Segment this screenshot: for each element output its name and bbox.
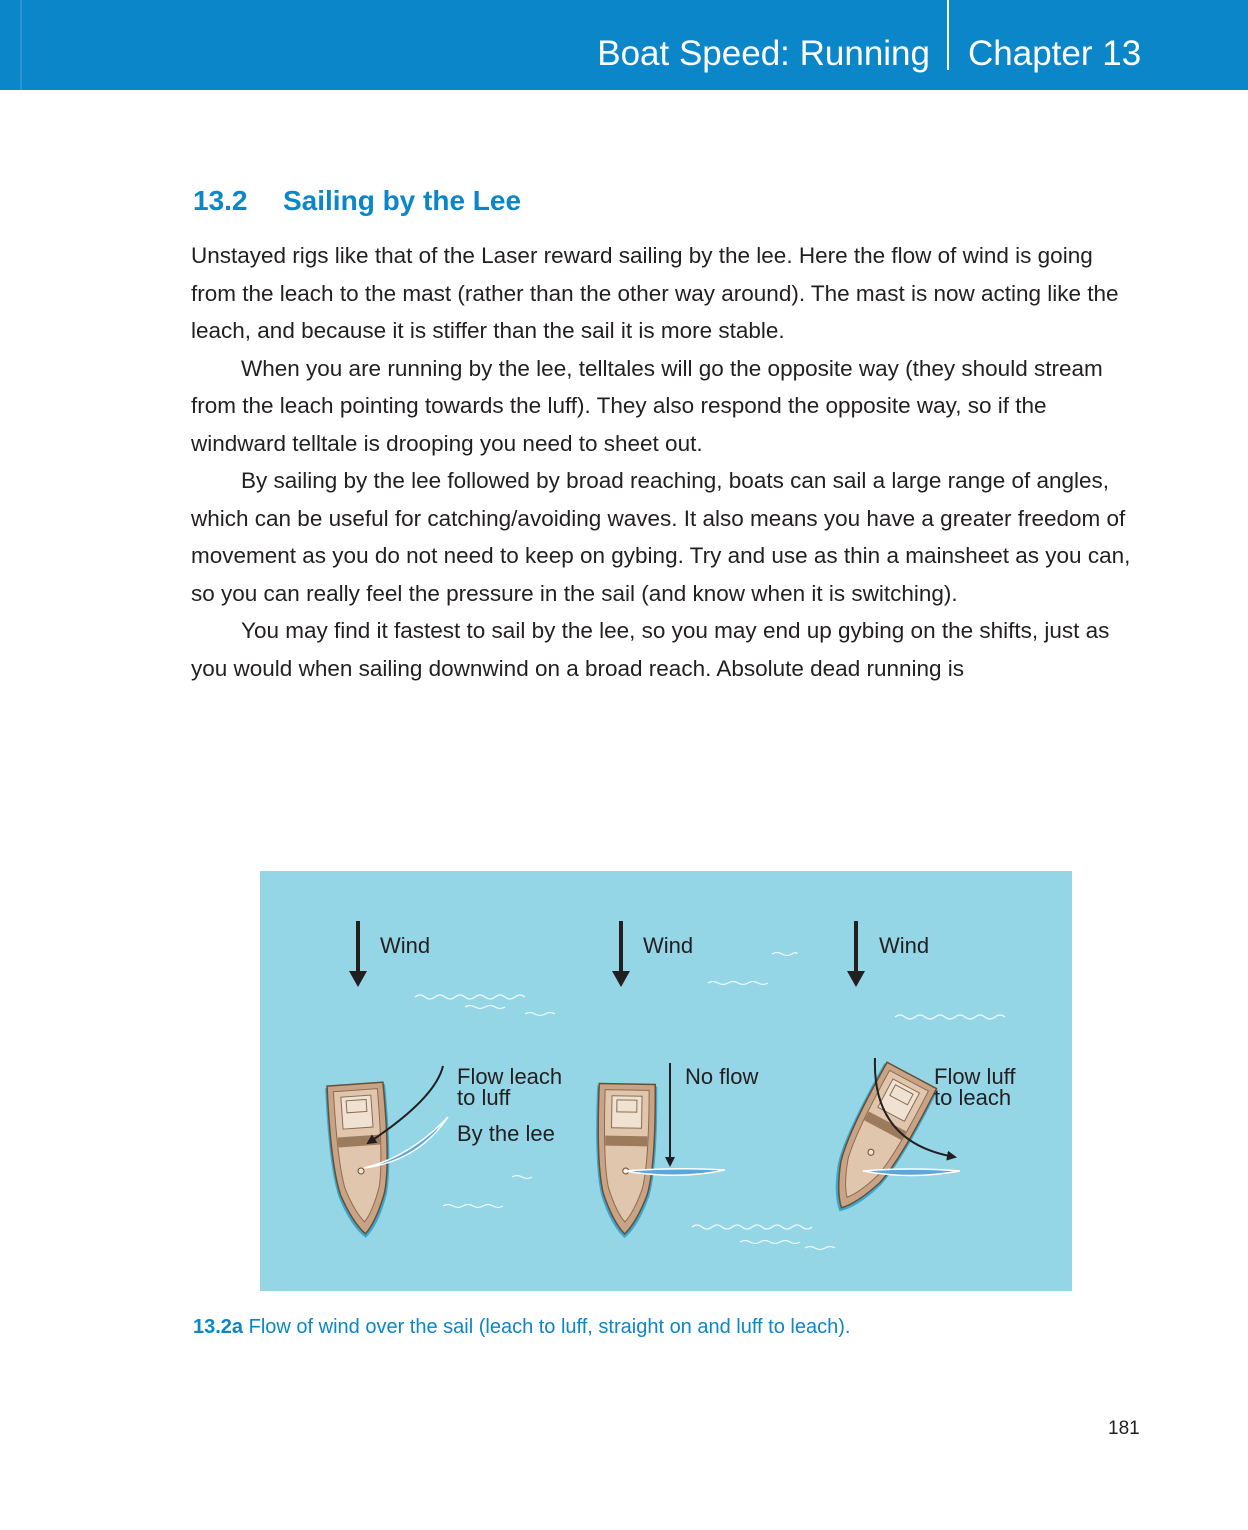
- flow-label: Flow leach: [457, 1064, 563, 1089]
- flow-label: to leach: [934, 1085, 1012, 1110]
- chapter-header-bar: [0, 0, 1248, 90]
- paragraph: You may find it fastest to sail by the lee, so you may end up gybing on the shifts, just as you would when sailing downwind on a broad reach. Absolute dead running is: [191, 618, 1110, 681]
- section-heading: [193, 185, 521, 217]
- flow-label: No flow: [685, 1064, 759, 1089]
- section-number: 13.2: [193, 185, 248, 216]
- header-chapter-label: Chapter 13: [968, 34, 1142, 73]
- header-divider: [947, 0, 949, 70]
- wind-label: Wind: [380, 933, 431, 958]
- section-title: Sailing by the Lee: [283, 185, 522, 216]
- paragraph: Unstayed rigs like that of the Laser reward sailing by the lee. Here the flow of wind is going from the leach to the mast (rather than the other way around). The mast is now acting like the leach, and because it is stiffer than the sail it is more stable.: [191, 243, 1119, 343]
- figure-illustration: [260, 871, 1072, 1291]
- wind-arrow-icon: [847, 921, 865, 987]
- header-edge-line: [20, 0, 22, 90]
- wind-label: Wind: [879, 933, 930, 958]
- boat-no-flow: [594, 1083, 657, 1238]
- wind-label: Wind: [643, 933, 694, 958]
- figure-caption: [193, 1316, 850, 1339]
- body-text: [191, 237, 1141, 687]
- flow-label: Flow luff: [934, 1064, 1016, 1089]
- caption-number: 13.2a: [193, 1316, 244, 1338]
- flow-label: to luff: [457, 1085, 511, 1110]
- by-the-lee-label: By the lee: [457, 1121, 555, 1146]
- paragraph: When you are running by the lee, telltales will go the opposite way (they should stream from the leach pointing towards the luff). They also respond the opposite way, so if the windward telltale is drooping you need to sheet out.: [191, 355, 1103, 456]
- paragraph: By sailing by the lee followed by broad reaching, boats can sail a large range of angles, which can be useful for catching/avoiding waves. It also means you have a greater freedom of movement as you do not need to keep on gybing. Try and use as thin a mainsheet as you can, so you can really feel the pressure in the sail (and know when it is switching).: [191, 468, 1131, 606]
- wind-arrow-icon: [612, 921, 630, 987]
- header-section-title: Boat Speed: Running: [597, 34, 930, 73]
- wind-arrow-icon: [349, 921, 367, 987]
- page-number: 181: [1108, 1418, 1140, 1439]
- caption-text: Flow of wind over the sail (leach to luff, straight on and luff to leach).: [248, 1316, 851, 1338]
- sailing-flow-figure: [260, 871, 1072, 1291]
